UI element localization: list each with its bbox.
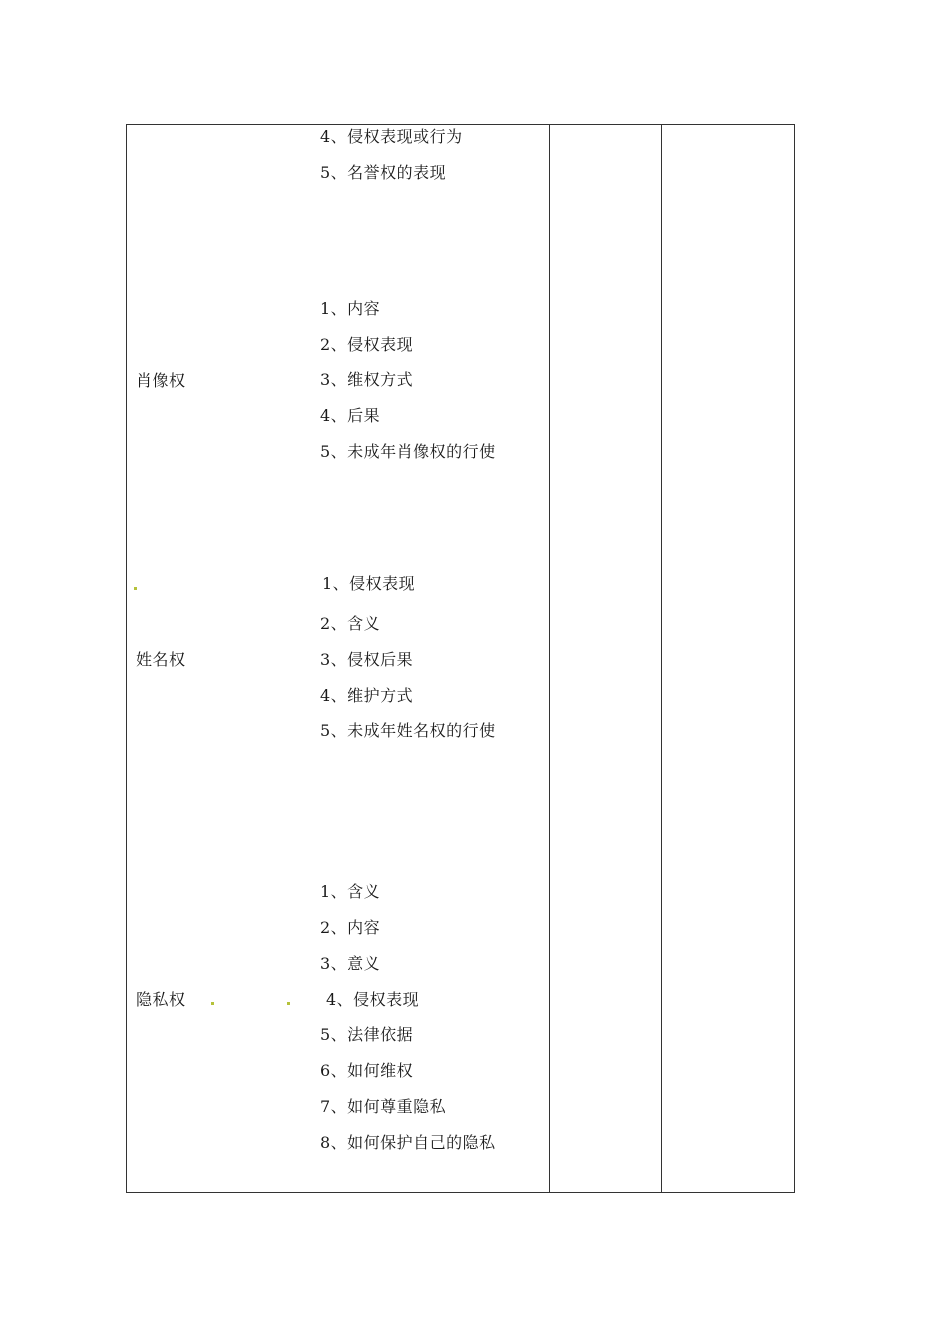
list-item: 4、维护方式 — [320, 686, 414, 705]
list-item: 8、如何保护自己的隐私 — [320, 1133, 496, 1152]
list-item: 2、内容 — [320, 918, 381, 937]
list-item: 5、名誉权的表现 — [320, 163, 447, 182]
list-item: 4、侵权表现或行为 — [320, 127, 463, 146]
content-table — [126, 124, 795, 1193]
column-divider-1 — [549, 125, 550, 1192]
list-item: 1、内容 — [320, 299, 381, 318]
list-item: 6、如何维权 — [320, 1061, 414, 1080]
list-item: 2、侵权表现 — [320, 335, 414, 354]
list-item: 4、侵权表现 — [326, 990, 420, 1009]
column-divider-2 — [661, 125, 662, 1192]
list-item: 5、未成年肖像权的行使 — [320, 442, 496, 461]
list-item: 1、含义 — [320, 882, 381, 901]
list-item: 4、后果 — [320, 406, 381, 425]
list-item: 2、含义 — [320, 614, 381, 633]
list-item: 3、维权方式 — [320, 370, 414, 389]
list-item: 1、侵权表现 — [322, 574, 416, 593]
section-title-privacy: 隐私权 — [136, 990, 186, 1009]
list-item: 7、如何尊重隐私 — [320, 1097, 447, 1116]
section-title-name: 姓名权 — [136, 650, 186, 669]
decorative-dot — [287, 1002, 290, 1005]
list-item: 3、侵权后果 — [320, 650, 414, 669]
section-title-portrait: 肖像权 — [136, 371, 186, 390]
decorative-dot — [134, 587, 137, 590]
list-item: 5、未成年姓名权的行使 — [320, 721, 496, 740]
decorative-dot — [211, 1002, 214, 1005]
list-item: 3、意义 — [320, 954, 381, 973]
list-item: 5、法律依据 — [320, 1025, 414, 1044]
